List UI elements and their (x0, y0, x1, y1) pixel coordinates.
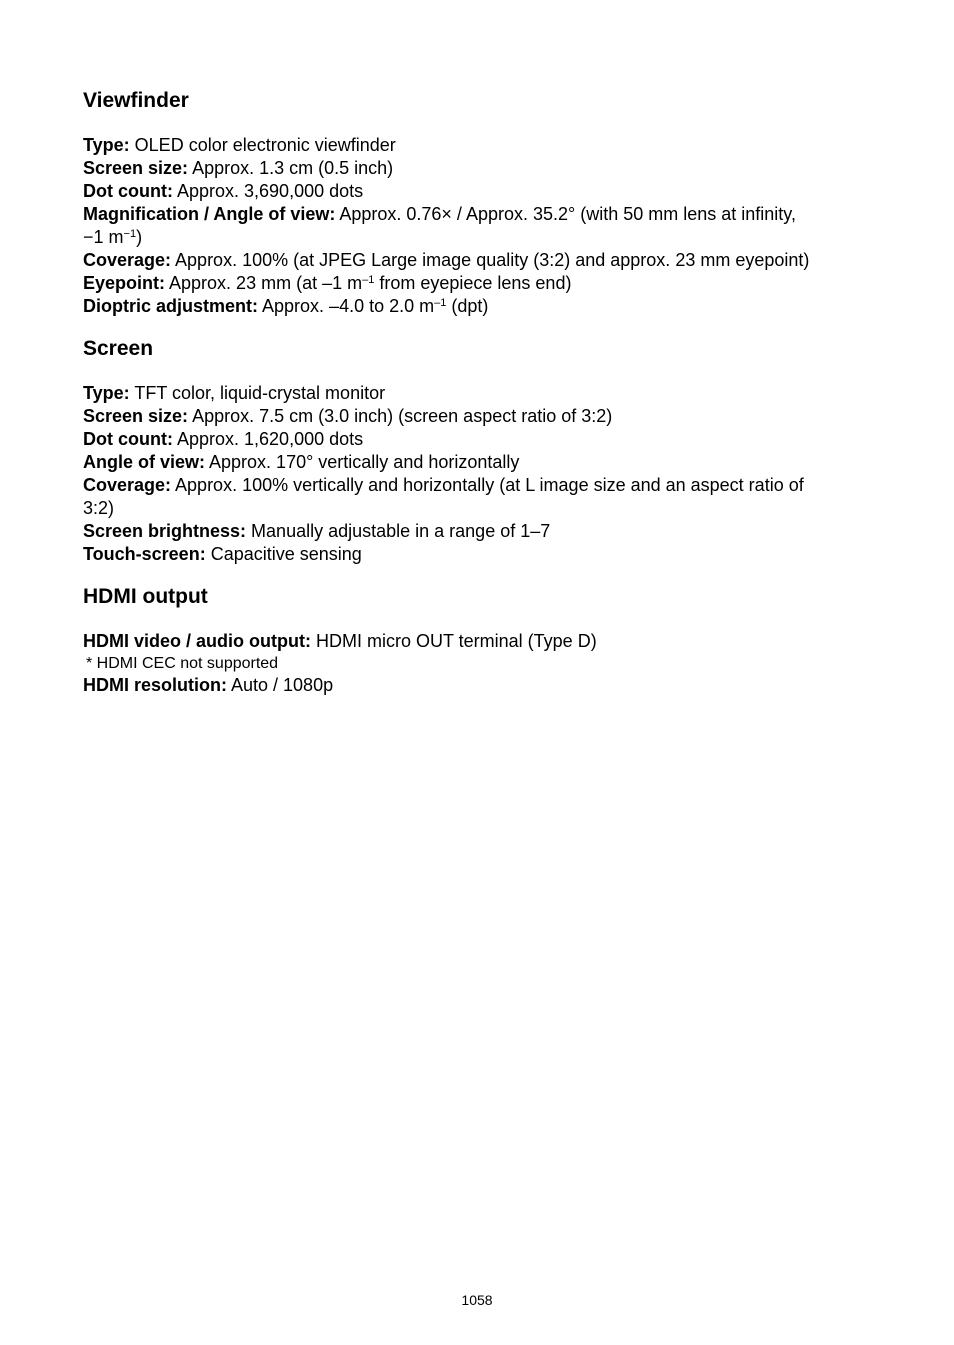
spec-screen-angle (83, 451, 873, 474)
spec-hdmi-resolution (83, 674, 873, 697)
spec-label: Coverage: (83, 250, 172, 270)
viewfinder-spec-list (83, 134, 873, 318)
spec-value: Manually adjustable in a range of 1–7 (246, 521, 551, 541)
spec-screen-coverage (83, 474, 873, 520)
spec-viewfinder-dot-count (83, 180, 873, 203)
spec-viewfinder-eyepoint (83, 272, 873, 295)
spec-label: Dot count: (83, 429, 173, 449)
superscript: −1 (123, 227, 137, 240)
hdmi-footnote: * HDMI CEC not supported (86, 655, 279, 672)
spec-value: Approx. –4.0 to 2.0 m (258, 296, 435, 316)
spec-label: Type: (83, 135, 130, 155)
spec-viewfinder-dioptric (83, 295, 873, 318)
spec-value-continued: 3:2) (83, 498, 115, 518)
spec-screen-type (83, 382, 873, 405)
spec-screen-touch (83, 543, 873, 566)
spec-label: Dioptric adjustment: (83, 296, 259, 316)
spec-label: Screen size: (83, 406, 189, 426)
spec-value-continued: ) (136, 227, 143, 247)
spec-value: Approx. 0.76× / Approx. 35.2° (with 50 mm lens at infinity, (335, 204, 796, 224)
spec-value-continued: (dpt) (446, 296, 489, 316)
document-body (83, 86, 873, 697)
spec-value: Auto / 1080p (227, 675, 334, 695)
spec-label: Angle of view: (83, 452, 206, 472)
spec-value-continued: from eyepiece lens end) (374, 273, 572, 293)
spec-value: Approx. 100% vertically and horizontally (at L image size and an aspect ratio of (171, 475, 804, 495)
spec-label: HDMI resolution: (83, 675, 227, 695)
spec-label: Screen size: (83, 158, 189, 178)
spec-label: Type: (83, 383, 130, 403)
spec-value: Approx. 100% (at JPEG Large image quality (3:2) and approx. 23 mm eyepoint) (171, 250, 810, 270)
spec-screen-dot-count (83, 428, 873, 451)
spec-label: HDMI video / audio output: (83, 631, 311, 651)
spec-value: TFT color, liquid-crystal monitor (129, 383, 386, 403)
superscript: –1 (434, 296, 447, 309)
section-heading-screen: Screen (83, 337, 154, 360)
spec-label: Eyepoint: (83, 273, 166, 293)
section-heading-hdmi-output: HDMI output (83, 585, 208, 608)
spec-viewfinder-type (83, 134, 873, 157)
spec-viewfinder-magnification (83, 203, 873, 249)
spec-value: OLED color electronic viewfinder (129, 135, 396, 155)
spec-value: Approx. 3,690,000 dots (172, 181, 364, 201)
section-heading-viewfinder: Viewfinder (83, 89, 189, 112)
page-number: 1058 (461, 1292, 493, 1308)
spec-value: Approx. 1.3 cm (0.5 inch) (188, 158, 394, 178)
spec-viewfinder-screen-size (83, 157, 873, 180)
spec-viewfinder-coverage (83, 249, 873, 272)
spec-label: Screen brightness: (83, 521, 247, 541)
spec-label: Magnification / Angle of view: (83, 204, 336, 224)
spec-value: Capacitive sensing (205, 544, 362, 564)
spec-value-continued: −1 m (83, 227, 124, 247)
superscript: –1 (362, 273, 375, 286)
spec-value: Approx. 1,620,000 dots (172, 429, 364, 449)
spec-screen-brightness (83, 520, 873, 543)
spec-label: Touch-screen: (83, 544, 206, 564)
spec-value: Approx. 170° vertically and horizontally (205, 452, 520, 472)
spec-value: Approx. 23 mm (at –1 m (165, 273, 363, 293)
spec-value: HDMI micro OUT terminal (Type D) (310, 631, 597, 651)
spec-label: Coverage: (83, 475, 172, 495)
spec-label: Dot count: (83, 181, 173, 201)
spec-hdmi-output (83, 630, 873, 653)
spec-value: Approx. 7.5 cm (3.0 inch) (screen aspect ratio of 3:2) (188, 406, 613, 426)
spec-screen-size (83, 405, 873, 428)
screen-spec-list (83, 382, 873, 566)
hdmi-spec-list (83, 630, 873, 697)
